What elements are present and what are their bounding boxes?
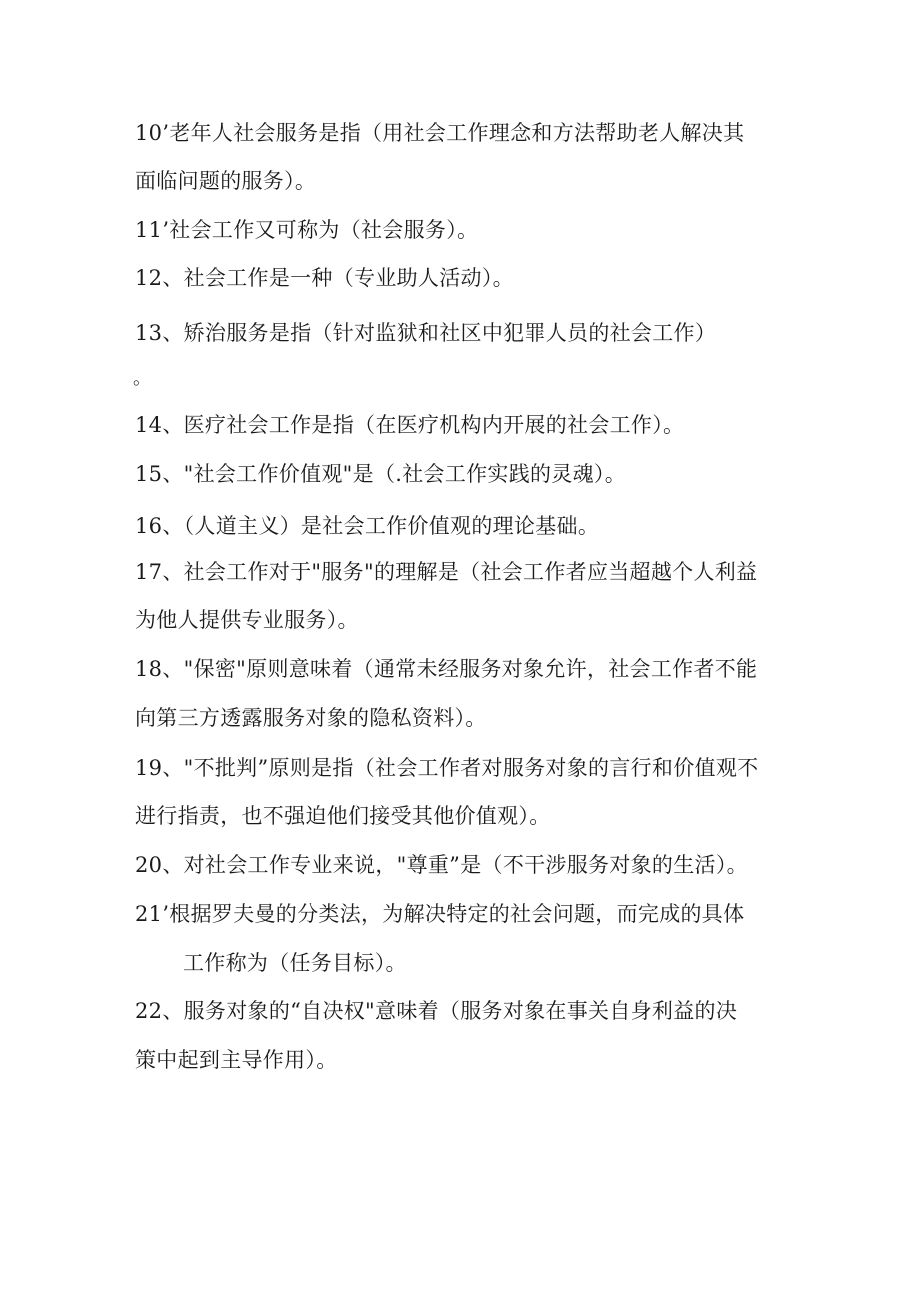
item-14-line-1: 14、医疗社会工作是指（在医疗机构内开展的社会工作）。: [135, 413, 685, 437]
item-10-line-2: 面临问题的服务）。: [135, 169, 317, 193]
item-21-line-1: 21’根据罗夫曼的分类法，为解决特定的社会问题，而完成的具体: [135, 902, 745, 926]
item-20-line-1: 20、对社会工作专业来说，"尊重”是（不干涉服务对象的生活）。: [135, 853, 748, 877]
item-19-line-2: 进行指责，也不强迫他们接受其他价值观）。: [135, 804, 551, 828]
item-13-line-1: 13、矫治服务是指（针对监狱和社区中犯罪人员的社会工作）: [135, 321, 717, 345]
item-21-line-2: 工作称为（任务目标）。: [183, 951, 407, 975]
item-19-line-1: 19、"不批判”原则是指（社会工作者对服务对象的言行和价值观不: [135, 756, 759, 780]
item-18-line-2: 向第三方透露服务对象的隐私资料）。: [135, 706, 487, 730]
item-17-line-2: 为他人提供专业服务）。: [135, 608, 359, 632]
item-10-line-1: 10’老年人社会服务是指（用社会工作理念和方法帮助老人解决其: [135, 121, 745, 145]
item-11-line-1: 11’社会工作又可称为（社会服务）。: [135, 218, 479, 242]
item-16-line-1: 16、（人道主义）是社会工作价值观的理论基础。: [135, 514, 600, 538]
item-13-line-2: 。: [133, 368, 152, 389]
item-22-line-2: 策中起到主导作用）。: [135, 1048, 338, 1072]
item-18-line-1: 18、"保密"原则意味着（通常未经服务对象允许，社会工作者不能: [135, 657, 758, 681]
item-12-line-1: 12、社会工作是一种（专业助人活动）。: [135, 266, 514, 290]
item-15-line-1: 15、"社会工作价值观"是（.社会工作实践的灵魂）。: [135, 462, 627, 486]
item-17-line-1: 17、社会工作对于"服务"的理解是（社会工作者应当超越个人利益: [135, 560, 758, 584]
item-22-line-1: 22、服务对象的“自决权"意味着（服务对象在事关自身利益的决: [135, 999, 738, 1023]
